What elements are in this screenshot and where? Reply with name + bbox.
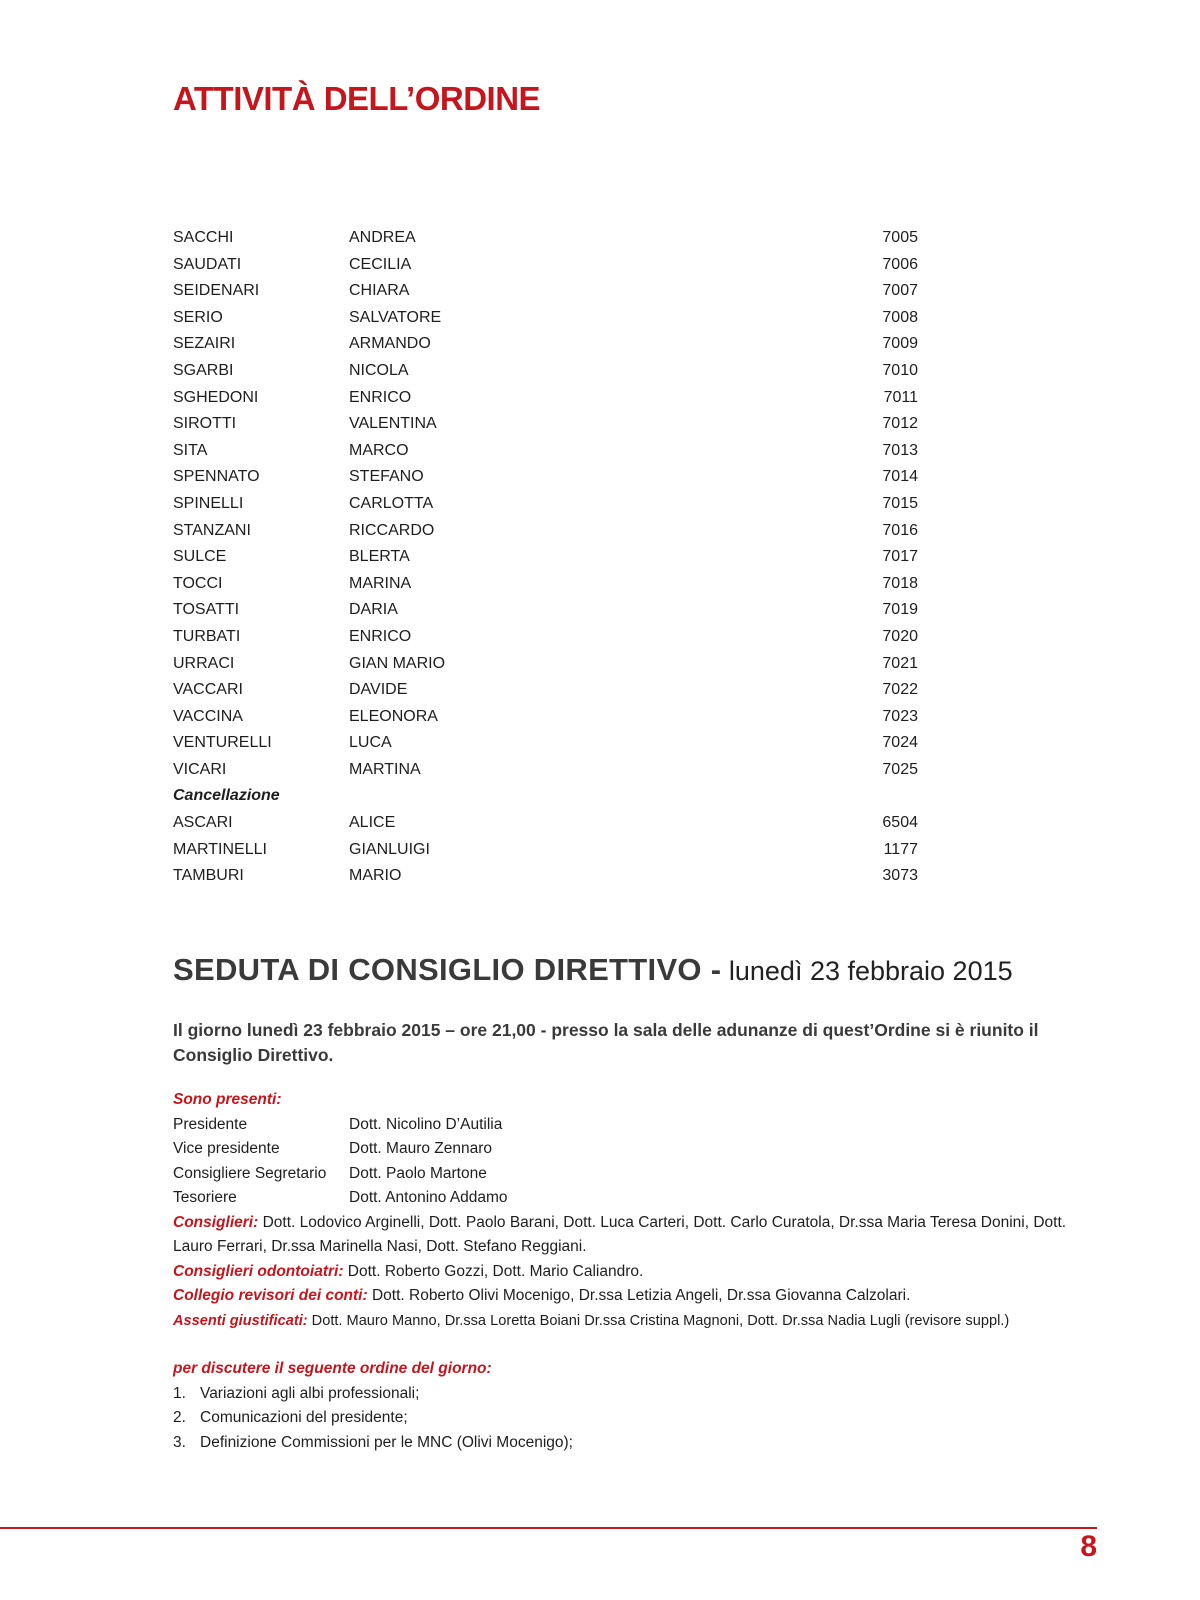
table-row	[173, 677, 918, 704]
surname-cell: VENTURELLI	[173, 734, 272, 752]
table-row	[173, 252, 918, 279]
role-holder: Dott. Paolo Martone	[349, 1164, 487, 1182]
group-label: Collegio revisori dei conti:	[173, 1287, 368, 1304]
number-cell: 7012	[882, 415, 918, 433]
surname-cell: URRACI	[173, 654, 235, 672]
number-cell: 3073	[882, 867, 918, 885]
surname-cell: SEZAIRI	[173, 335, 236, 353]
role-row	[173, 1137, 1108, 1162]
table-row	[173, 863, 918, 890]
group-text: Dott. Roberto Olivi Mocenigo, Dr.ssa Letizia Angeli, Dr.ssa Giovanna Calzolari.	[367, 1287, 911, 1304]
group-paragraph	[173, 1309, 1108, 1334]
group-text: Dott. Lodovico Arginelli, Dott. Paolo Barani, Dott. Luca Carteri, Dott. Carlo Curatola, Dr.ssa Maria Teresa Donini, Dott. Lauro Ferrari, Dr.ssa Marinella Nasi, Dott. Stefano Reggiani.	[173, 1213, 1067, 1255]
table-row	[173, 305, 918, 332]
agenda-item	[173, 1406, 1108, 1431]
table-row	[173, 358, 918, 385]
group-label: Assenti giustificati:	[173, 1312, 308, 1329]
number-cell: 7020	[882, 627, 918, 645]
group-paragraph	[173, 1260, 1108, 1285]
firstname-cell: GIAN MARIO	[349, 654, 446, 672]
number-cell: 7025	[882, 760, 918, 778]
number-cell: 7016	[882, 521, 918, 539]
number-cell: 7006	[882, 255, 918, 273]
firstname-cell: ELEONORA	[349, 707, 438, 725]
surname-cell: SULCE	[173, 548, 227, 566]
firstname-cell: ALICE	[349, 814, 396, 832]
number-cell: 7015	[882, 494, 918, 512]
role-holder: Dott. Nicolino D’Autilia	[349, 1115, 503, 1133]
number-cell: 7005	[882, 229, 918, 246]
firstname-cell: RICCARDO	[349, 521, 435, 539]
surname-cell: SAUDATI	[173, 255, 242, 273]
surname-cell: SGARBI	[173, 361, 234, 379]
firstname-cell: CECILIA	[349, 255, 412, 273]
firstname-cell: LUCA	[349, 734, 392, 752]
firstname-cell: CHIARA	[349, 282, 410, 300]
table-row	[173, 331, 918, 358]
number-cell: 7017	[882, 548, 918, 566]
agenda-item	[173, 1431, 1108, 1456]
agenda-item-text: Variazioni agli albi professionali;	[200, 1384, 420, 1402]
number-cell: 7014	[882, 468, 918, 486]
firstname-cell: ENRICO	[349, 627, 412, 645]
table-row	[173, 225, 918, 252]
firstname-cell: MARTINA	[349, 760, 421, 778]
firstname-cell: ANDREA	[349, 229, 416, 246]
group-paragraph	[173, 1211, 1108, 1260]
role-row	[173, 1113, 1108, 1138]
surname-cell: MARTINELLI	[173, 840, 267, 858]
agenda-heading: per discutere il seguente ordine del giorno:	[173, 1360, 492, 1377]
number-cell: 7022	[882, 681, 918, 699]
table-row	[173, 278, 918, 305]
firstname-cell: CARLOTTA	[349, 494, 434, 512]
table-row	[173, 757, 918, 784]
table-row	[173, 544, 918, 571]
surname-cell: ASCARI	[173, 814, 233, 832]
agenda-item-text: Definizione Commissioni per le MNC (Olivi Mocenigo);	[200, 1433, 573, 1451]
role-title: Presidente	[173, 1115, 248, 1133]
cancellation-heading-row	[173, 783, 918, 810]
meeting-body	[173, 1088, 1108, 1455]
firstname-cell: MARINA	[349, 574, 412, 592]
firstname-cell: ARMANDO	[349, 335, 431, 353]
firstname-cell: VALENTINA	[349, 415, 437, 433]
meeting-date: lunedì 23 febbraio 2015	[721, 956, 1013, 986]
member-roster	[173, 225, 918, 890]
present-label: Sono presenti:	[173, 1091, 282, 1108]
role-row	[173, 1162, 1108, 1187]
number-cell: 7021	[882, 654, 918, 672]
agenda-item-number: 1.	[173, 1384, 186, 1402]
agenda-list	[173, 1382, 1108, 1456]
surname-cell: STANZANI	[173, 521, 251, 539]
table-row	[173, 704, 918, 731]
firstname-cell: NICOLA	[349, 361, 409, 379]
surname-cell: TOCCI	[173, 574, 223, 592]
surname-cell: SACCHI	[173, 229, 234, 246]
firstname-cell: MARIO	[349, 867, 402, 885]
surname-cell: SERIO	[173, 308, 223, 326]
number-cell: 7008	[882, 308, 918, 326]
surname-cell: SGHEDONI	[173, 388, 259, 406]
firstname-cell: MARCO	[349, 441, 409, 459]
group-text: Dott. Roberto Gozzi, Dott. Mario Caliandro.	[343, 1262, 644, 1280]
agenda-item-number: 3.	[173, 1433, 186, 1451]
table-row	[173, 464, 918, 491]
firstname-cell: GIANLUIGI	[349, 840, 430, 858]
footer-divider	[0, 1527, 1097, 1529]
number-cell: 7010	[882, 361, 918, 379]
table-row	[173, 624, 918, 651]
firstname-cell: STEFANO	[349, 468, 424, 486]
table-row	[173, 730, 918, 757]
surname-cell: SPENNATO	[173, 468, 260, 486]
number-cell: 6504	[882, 814, 918, 832]
page-header-title: ATTIVITÀ DELL’ORDINE	[173, 80, 541, 117]
surname-cell: VACCARI	[173, 681, 243, 699]
role-title: Consigliere Segretario	[173, 1164, 327, 1182]
group-text: Dott. Mauro Manno, Dr.ssa Loretta Boiani Dr.ssa Cristina Magnoni, Dott. Dr.ssa Nadia Lugli (revisore suppl.)	[307, 1312, 1010, 1329]
number-cell: 7018	[882, 574, 918, 592]
surname-cell: SEIDENARI	[173, 282, 260, 300]
number-cell: 7011	[883, 388, 918, 406]
role-holder: Dott. Antonino Addamo	[349, 1189, 508, 1206]
meeting-title	[173, 952, 1013, 988]
surname-cell: SIROTTI	[173, 415, 237, 433]
table-row	[173, 810, 918, 837]
firstname-cell: BLERTA	[349, 548, 410, 566]
agenda-item-text: Comunicazioni del presidente;	[200, 1409, 408, 1426]
table-row	[173, 837, 918, 864]
role-title: Vice presidente	[173, 1140, 280, 1157]
surname-cell: SPINELLI	[173, 494, 244, 512]
number-cell: 7013	[882, 441, 918, 459]
role-holder: Dott. Mauro Zennaro	[349, 1140, 493, 1157]
firstname-cell: DARIA	[349, 601, 398, 619]
table-row	[173, 571, 918, 598]
table-row	[173, 411, 918, 438]
table-row	[173, 385, 918, 412]
role-title: Tesoriere	[173, 1189, 237, 1206]
surname-cell: VACCINA	[173, 707, 243, 725]
role-row	[173, 1186, 1108, 1211]
group-label: Consiglieri odontoiatri:	[173, 1262, 344, 1280]
number-cell: 1177	[883, 840, 918, 858]
firstname-cell: SALVATORE	[349, 308, 442, 326]
table-row	[173, 491, 918, 518]
group-label: Consiglieri:	[173, 1213, 259, 1231]
surname-cell: SITA	[173, 441, 208, 459]
number-cell: 7024	[882, 734, 918, 752]
table-row	[173, 651, 918, 678]
agenda-item-number: 2.	[173, 1409, 186, 1426]
number-cell: 7019	[882, 601, 918, 619]
meeting-title-text: SEDUTA DI CONSIGLIO DIRETTIVO -	[173, 952, 722, 987]
group-paragraph	[173, 1284, 1108, 1309]
surname-cell: TOSATTI	[173, 601, 240, 619]
agenda-item	[173, 1382, 1108, 1407]
firstname-cell: ENRICO	[349, 388, 412, 406]
surname-cell: TURBATI	[173, 627, 241, 645]
cancellation-heading: Cancellazione	[173, 787, 280, 805]
page-number: 8	[1080, 1530, 1097, 1563]
firstname-cell: DAVIDE	[349, 681, 408, 699]
number-cell: 7009	[882, 335, 918, 353]
number-cell: 7007	[882, 282, 918, 300]
table-row	[173, 438, 918, 465]
number-cell: 7023	[882, 707, 918, 725]
table-row	[173, 518, 918, 545]
surname-cell: VICARI	[173, 760, 227, 778]
meeting-intro: Il giorno lunedì 23 febbraio 2015 – ore 21,00 - presso la sala delle adunanze di quest’Ordine si è riunito il Consiglio Direttivo.	[173, 1020, 1039, 1065]
table-row	[173, 597, 918, 624]
surname-cell: TAMBURI	[173, 867, 244, 885]
